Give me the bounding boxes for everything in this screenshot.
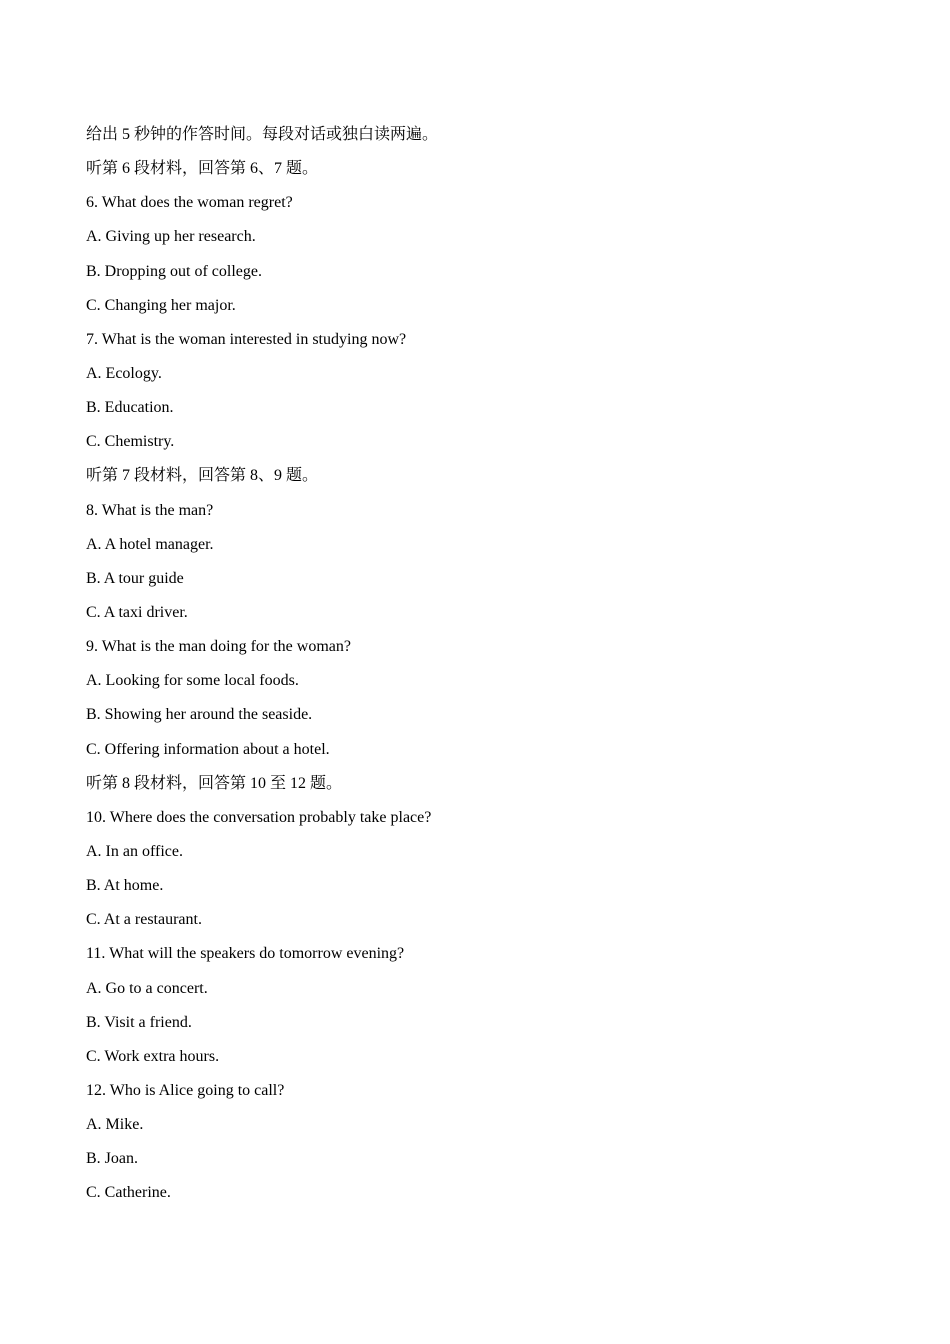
option-12b: B. Joan. [86,1150,138,1168]
option-11c: C. Work extra hours. [86,1047,220,1065]
option-7a: A. Ecology. [86,364,162,382]
option-10a: A. In an office. [86,842,183,860]
question-7: 7. What is the woman interested in studying now? [86,330,407,348]
question-8: 8. What is the man? [86,501,214,519]
option-11a: A. Go to a concert. [86,979,208,997]
option-12c: C. Catherine. [86,1184,171,1202]
question-6: 6. What does the woman regret? [86,194,293,212]
option-9c: C. Offering information about a hotel. [86,740,330,758]
option-6a: A. Giving up her research. [86,228,256,246]
question-11: 11. What will the speakers do tomorrow evening? [86,945,405,963]
instruction-text: 给出 5 秒钟的作答时间。每段对话或独白读两遍。 [86,126,439,143]
option-6b: B. Dropping out of college. [86,262,262,280]
option-10c: C. At a restaurant. [86,911,202,929]
section-heading: 听第 8 段材料，回答第 10 至 12 题。 [86,774,343,792]
option-8b: B. A tour guide [86,569,184,587]
option-12a: A. Mike. [86,1116,144,1134]
option-9b: B. Showing her around the seaside. [86,706,313,724]
option-8a: A. A hotel manager. [86,535,214,553]
option-9a: A. Looking for some local foods. [86,672,299,690]
option-7b: B. Education. [86,399,174,417]
option-6c: C. Changing her major. [86,296,236,314]
option-8c: C. A taxi driver. [86,603,188,621]
question-12: 12. Who is Alice going to call? [86,1081,285,1099]
document-content [86,123,866,1216]
option-11b: B. Visit a friend. [86,1013,192,1031]
option-10b: B. At home. [86,877,164,895]
section-heading: 听第 7 段材料，回答第 8、9 题。 [86,467,319,485]
section-heading: 听第 6 段材料，回答第 6、7 题。 [86,160,319,178]
question-9: 9. What is the man doing for the woman? [86,638,351,656]
option-7c: C. Chemistry. [86,433,175,451]
question-10: 10. Where does the conversation probably take place? [86,808,432,826]
